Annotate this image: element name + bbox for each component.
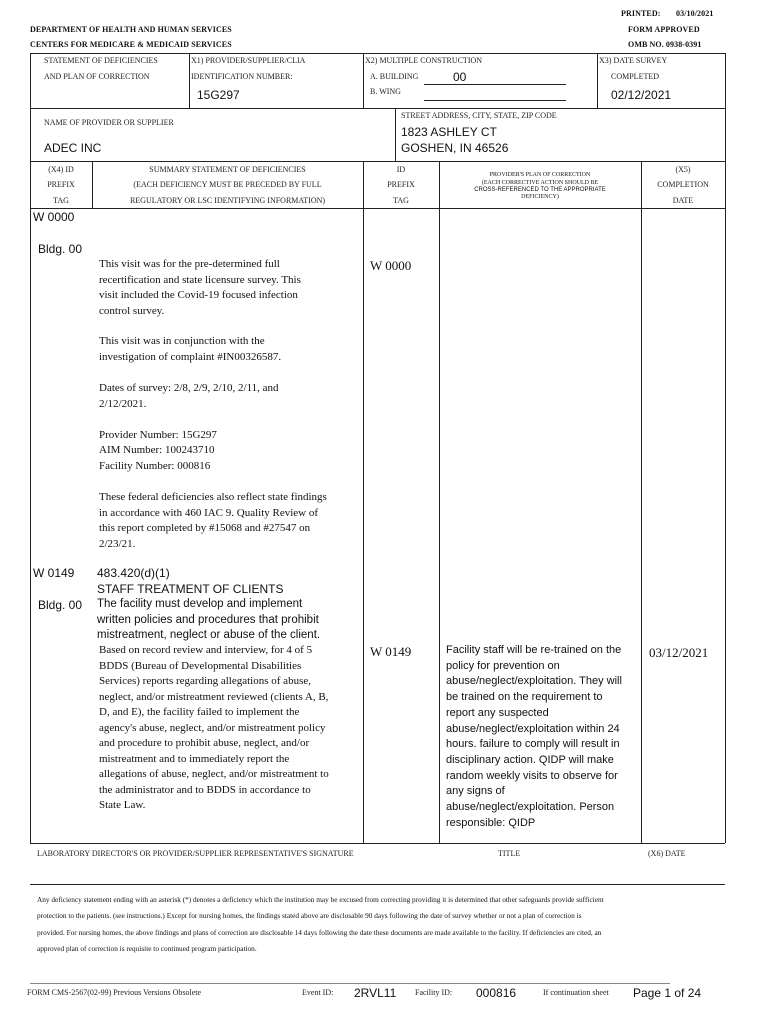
x2-label: X2) MULTIPLE CONSTRUCTION — [365, 56, 483, 65]
x1-label-1: X1) PROVIDER/SUPPLIER/CLIA — [191, 56, 306, 65]
x3-label-2: COMPLETED — [611, 72, 659, 81]
event-id-label: Event ID: — [302, 988, 334, 997]
id-header-1: ID — [396, 165, 406, 174]
x4-header-2: PREFIX — [47, 180, 75, 189]
wing-label: B. WING — [370, 87, 401, 96]
provider-id-value: 15G297 — [197, 88, 240, 102]
title-label: TITLE — [498, 849, 521, 858]
w0149-tag: W 0149 — [33, 566, 75, 580]
statement-label-2: AND PLAN OF CORRECTION — [44, 72, 150, 81]
statement-label-1: STATEMENT OF DEFICIENCIES — [44, 56, 158, 65]
plan-header-2: (EACH CORRECTIVE ACTION SHOULD BE — [481, 180, 599, 186]
x5-header-1: (X5) — [675, 165, 691, 174]
x5-header-3: DATE — [672, 196, 694, 205]
continuation-label: If continuation sheet — [543, 988, 609, 997]
w0000-id: W 0000 — [370, 258, 412, 273]
plan-header-4: DEFICIENCY) — [521, 194, 559, 200]
form-approved: FORM APPROVED — [628, 25, 700, 34]
w0149-regulation: 483.420(d)(1) — [97, 566, 170, 580]
aim-number-line: AIM Number: 100243710 — [99, 444, 215, 456]
x6-date-label: (X6) DATE — [648, 849, 686, 858]
w0149-id: W 0149 — [370, 644, 412, 659]
summary-para-federal: These federal deficiencies also reflect state findings in accordance with 460 IAC 9. Quality Review of this report completed by #15068 and #27547 on 2/23/21. — [99, 491, 327, 550]
plan-header-3: CROSS-REFERENCED TO THE APPROPRIATE — [474, 187, 606, 193]
w0149-completion-date: 03/12/2021 — [649, 645, 709, 660]
building-label: A. BUILDING — [370, 72, 419, 81]
summary-header-2: (EACH DEFICIENCY MUST BE PRECEDED BY FULL — [133, 180, 322, 189]
provider-number-line: Provider Number: 15G297 — [99, 429, 217, 441]
event-id-value: 2RVL11 — [354, 986, 397, 1000]
address-line-1: 1823 ASHLEY CT — [401, 125, 497, 139]
printed-date: 03/10/2021 — [676, 9, 714, 18]
summary-header-1: SUMMARY STATEMENT OF DEFICIENCIES — [149, 165, 306, 174]
page-number: Page 1 of 24 — [633, 986, 702, 1000]
summary-para-complaint: This visit was in conjunction with the investigation of complaint #IN00326587. — [99, 335, 282, 363]
w0149-requirement: The facility must develop and implement written policies and procedures that prohibit mistreatment, neglect or abuse of the client. — [97, 598, 321, 642]
address-label: STREET ADDRESS, CITY, STATE, ZIP CODE — [401, 111, 557, 120]
facility-id-label: Facility ID: — [415, 988, 453, 997]
x1-label-2: IDENTIFICATION NUMBER: — [191, 72, 293, 81]
department-name: DEPARTMENT OF HEALTH AND HUMAN SERVICES — [30, 25, 232, 34]
x3-label-1: X3) DATE SURVEY — [599, 56, 668, 65]
survey-completed-date: 02/12/2021 — [611, 88, 672, 102]
w0000-building: Bldg. 00 — [38, 242, 83, 256]
x4-header-3: TAG — [53, 196, 69, 205]
signature-label: LABORATORY DIRECTOR'S OR PROVIDER/SUPPLIER REPRESENTATIVE'S SIGNATURE — [37, 849, 354, 858]
facility-number-line: Facility Number: 000816 — [99, 460, 211, 472]
x5-header-2: COMPLETION — [657, 180, 709, 189]
w0149-building: Bldg. 00 — [38, 598, 83, 612]
summary-para-dates: Dates of survey: 2/8, 2/9, 2/10, 2/11, and 2/12/2021. — [99, 382, 279, 410]
building-value: 00 — [453, 70, 467, 84]
disclaimer-text: Any deficiency statement ending with an asterisk (*) denotes a deficiency which the institution may be excused from correcting providing it is determined that other safeguards provide sufficient protection to the patients. (see instructions.) Except for nursing homes, the findings stated above are disclosable 90 days following the date of survey whether or not a plan of correction is provided. For nursing homes, the above findings and plans of correction are disclosable 14 days following the date these documents are made available to the facility. If deficiencies are cited, an approved plan of correction is requisite to continued program participation. — [37, 895, 604, 954]
summary-para-visit: This visit was for the pre-determined full recertification and state licensure survey. This visit included the Covid-19 focused infection control survey. — [99, 258, 301, 317]
form-id: FORM CMS-2567(02-99) Previous Versions Obsolete — [27, 988, 202, 997]
summary-header-3: REGULATORY OR LSC IDENTIFYING INFORMATION) — [129, 196, 326, 205]
id-header-2: PREFIX — [387, 180, 415, 189]
id-header-3: TAG — [393, 196, 409, 205]
centers-name: CENTERS FOR MEDICARE & MEDICAID SERVICES — [30, 40, 232, 49]
omb-number: OMB NO. 0938-0391 — [628, 40, 702, 49]
plan-header-1: PROVIDER'S PLAN OF CORRECTION — [489, 172, 591, 178]
w0149-finding: Based on record review and interview, for 4 of 5 BDDS (Bureau of Developmental Disabilities Services) reports regarding allegations of abuse, neglect, and/or mistreatment reviewed (clients A, B, D, and E), the facility failed to implement the agency's abuse, neglect, and/or mistreatment policy and procedure to prohibit abuse, neglect, and/or mistreatment and to immediately report the allegations of abuse, neglect, and/or mistreatment to the administrator and to BDDS in accordance to State Law. — [99, 644, 329, 811]
provider-name-label: NAME OF PROVIDER OR SUPPLIER — [44, 118, 174, 127]
w0149-plan-of-correction: Facility staff will be re-trained on the policy for prevention on abuse/neglect/exploitation. They will be trained on the requirement to report any suspected abuse/neglect/exploitation within 24 hours. failure to comply will result in disciplinary action. QIDP will make random weekly visits to observe for any signs of abuse/neglect/exploitation. Person responsible: QIDP — [446, 644, 622, 829]
w0149-title: STAFF TREATMENT OF CLIENTS — [97, 582, 284, 596]
provider-name-value: ADEC INC — [44, 141, 102, 155]
facility-id-value: 000816 — [476, 986, 517, 1000]
w0000-tag: W 0000 — [33, 210, 75, 224]
address-line-2: GOSHEN, IN 46526 — [401, 141, 509, 155]
x4-header-1: (X4) ID — [48, 165, 74, 174]
printed-label: PRINTED: — [621, 9, 661, 18]
